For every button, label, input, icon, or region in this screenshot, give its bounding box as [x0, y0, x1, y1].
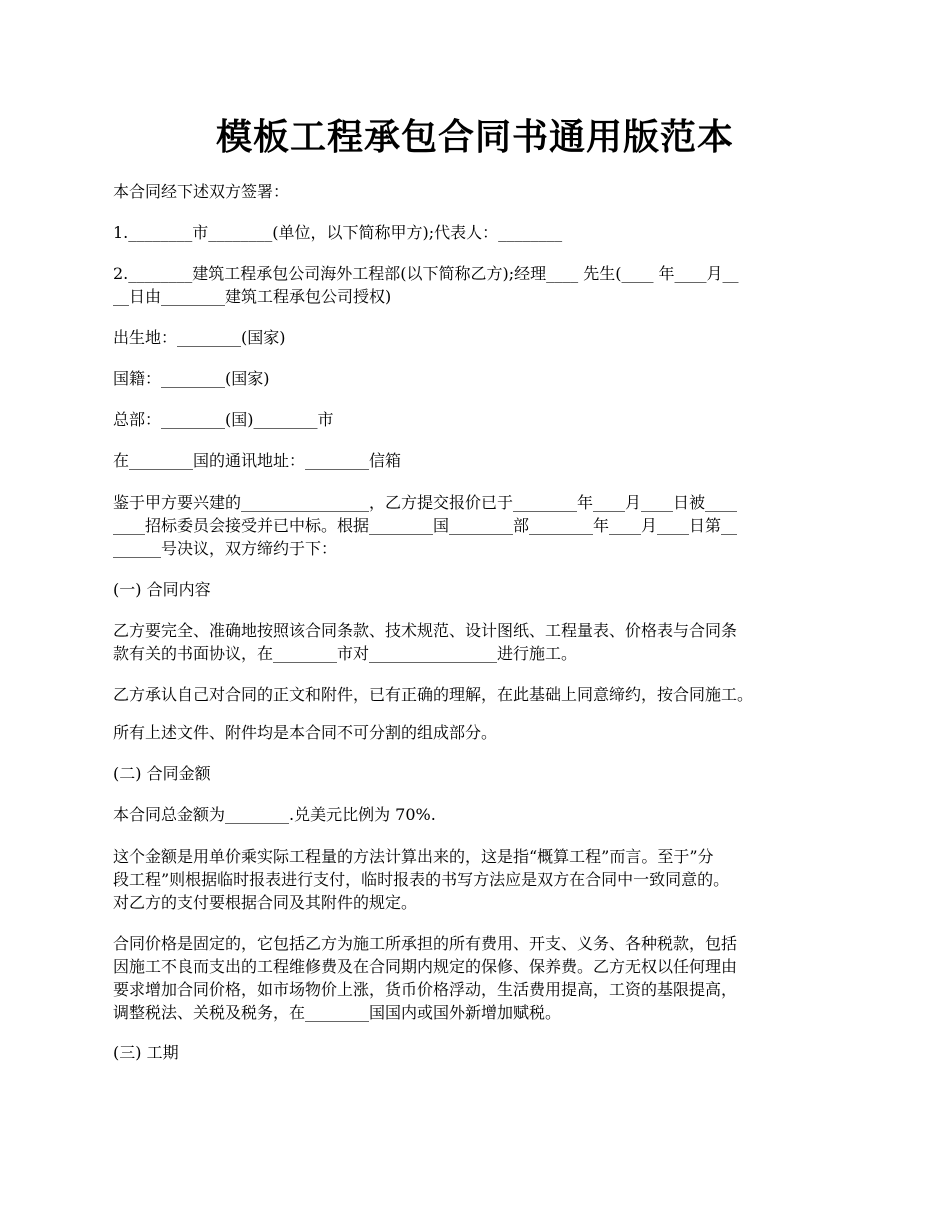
- section-heading-duration: (三) 工期: [113, 1043, 179, 1062]
- paragraph-headquarters: 总部：________(国)________市: [113, 410, 334, 429]
- paragraph-intro: 本合同经下述双方签署：: [113, 182, 290, 201]
- paragraph-whereas: 鉴于甲方要兴建的________________，乙方提交报价已于________年____月____日被____ ____招标委员会接受并已中标。根据________国________部________年____月____日第__ ______号决议，双方缔约于下：: [113, 493, 738, 558]
- paragraph-amount-calculation: 这个金额是用单价乘实际工程量的方法计算出来的，这是指“概算工程”而言。至于”分 段工程”则根据临时报表进行支付，临时报表的书写方法应是双方在合同中一致同意的。 对乙方的支付要根据合同及其附件的规定。: [113, 847, 730, 912]
- paragraph-address: 在________国的通讯地址：________信箱: [113, 451, 402, 470]
- document-title: 模板工程承包合同书通用版范本: [215, 116, 734, 158]
- paragraph-party-b: 2.________建筑工程承包公司海外工程部(以下简称乙方);经理____ 先生(____ 年____月__ __日由________建筑工程承包公司授权): [113, 264, 739, 306]
- paragraph-fixed-price: 合同价格是固定的，它包括乙方为施工所承担的所有费用、开支、义务、各种税款，包括 因施工不良而支出的工程维修费及在合同期内规定的保修、保养费。乙方无权以任何理由 要求增加合同价格，如市场物价上涨，货币价格浮动，生活费用提高，工资的基限提高， 调整税法、关税及税务，在________国国内或国外新增加赋税。: [113, 934, 738, 1022]
- paragraph-birthplace: 出生地：________(国家): [113, 328, 286, 347]
- paragraph-acknowledgement: 乙方承认自己对合同的正文和附件，已有正确的理解，在此基础上同意缔约，按合同施工。: [113, 685, 754, 704]
- section-heading-contract-content: (一) 合同内容: [113, 580, 211, 599]
- section-heading-contract-amount: (二) 合同金额: [113, 764, 211, 783]
- paragraph-party-a: 1.________市________(单位，以下简称甲方);代表人：________: [113, 223, 563, 242]
- paragraph-nationality: 国籍：________(国家): [113, 369, 270, 388]
- paragraph-total-amount: 本合同总金额为________.兑美元比例为 70%.: [113, 805, 436, 824]
- paragraph-attachments: 所有上述文件、附件均是本合同不可分割的组成部分。: [113, 723, 498, 742]
- paragraph-contract-content: 乙方要完全、准确地按照该合同条款、技术规范、设计图纸、工程量表、价格表与合同条 款有关的书面协议，在________市对________________进行施工。: [113, 621, 738, 663]
